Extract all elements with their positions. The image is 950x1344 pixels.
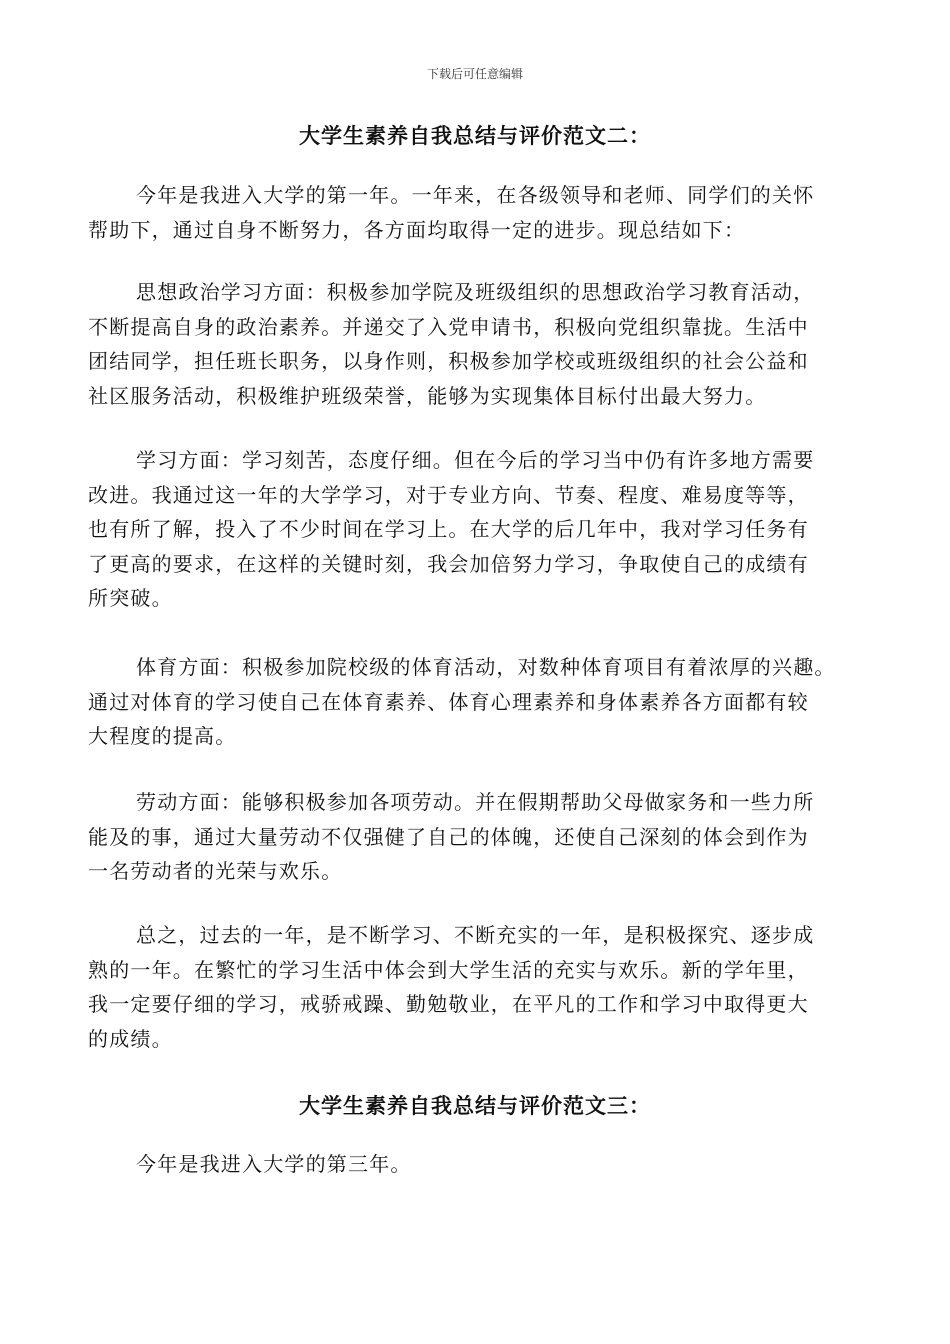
paragraph-study (88, 443, 860, 616)
paragraph-line: 帮助下，通过自身不断努力，各方面均取得一定的进步。现总结如下： (88, 217, 746, 242)
paragraph-line: 今年是我进入大学的第三年。 (136, 1152, 412, 1176)
paragraph-labor (88, 785, 860, 889)
paragraph-line: 学习方面：学习刻苦，态度仔细。但在今后的学习当中仍有许多地方需要 (136, 448, 815, 472)
paragraph-line: 所突破。 (88, 586, 173, 610)
paragraph-line: 今年是我进入大学的第一年。一年来，在各级领导和老师、同学们的关怀 (136, 183, 815, 207)
paragraph-line: 了更高的要求，在这样的关键时刻，我会加倍努力学习，争取使自己的成绩有 (88, 551, 809, 576)
paragraph-third-year (88, 1147, 860, 1182)
paragraph-line: 的成绩。 (88, 1026, 173, 1051)
paragraph-line: 体育方面：积极参加院校级的体育活动，对数种体育项目有着浓厚的兴趣。 (136, 655, 836, 679)
paragraph-sports (88, 650, 860, 754)
paragraph-intro (88, 178, 860, 247)
paragraph-line: 我一定要仔细的学习，戒骄戒躁、勤勉敬业，在平凡的工作和学习中取得更大 (88, 992, 809, 1016)
page-header-note: 下载后可任意编辑 (426, 67, 523, 81)
section-title-3: 大学生素养自我总结与评价范文三： (299, 1093, 651, 1118)
paragraph-line: 改进。我通过这一年的大学学习，对于专业方向、节奏、程度、难易度等等， (88, 482, 809, 507)
paragraph-line: 也有所了解，投入了不少时间在学习上。在大学的后几年中，我对学习任务有 (88, 517, 809, 541)
paragraph-line: 社区服务活动，积极维护班级荣誉，能够为实现集体目标付出最大努力。 (88, 383, 767, 408)
paragraph-line: 思想政治学习方面：积极参加学院及班级组织的思想政治学习教育活动， (136, 280, 815, 304)
paragraph-line: 总之，过去的一年，是不断学习、不断充实的一年，是积极探究、逐步成 (136, 923, 815, 947)
paragraph-line: 通过对体育的学习使自己在体育素养、体育心理素养和身体素养各方面都有较 (88, 689, 809, 714)
paragraph-conclusion (88, 918, 860, 1056)
paragraph-line: 劳动方面：能够积极参加各项劳动。并在假期帮助父母做家务和一些力所 (136, 790, 815, 814)
paragraph-line: 一名劳动者的光荣与欢乐。 (88, 859, 343, 883)
paragraph-line: 能及的事，通过大量劳动不仅强健了自己的体魄，还使自己深刻的体会到作为 (88, 824, 809, 849)
paragraph-line: 团结同学，担任班长职务，以身作则，积极参加学校或班级组织的社会公益和 (88, 349, 809, 373)
paragraph-line: 不断提高自身的政治素养。并递交了入党申请书，积极向党组织靠拢。生活中 (88, 314, 809, 339)
paragraph-political (88, 275, 860, 413)
paragraph-line: 大程度的提高。 (88, 724, 237, 748)
paragraph-line: 熟的一年。在繁忙的学习生活中体会到大学生活的充实与欢乐。新的学年里， (88, 957, 809, 982)
section-title-2: 大学生素养自我总结与评价范文二： (299, 123, 651, 148)
